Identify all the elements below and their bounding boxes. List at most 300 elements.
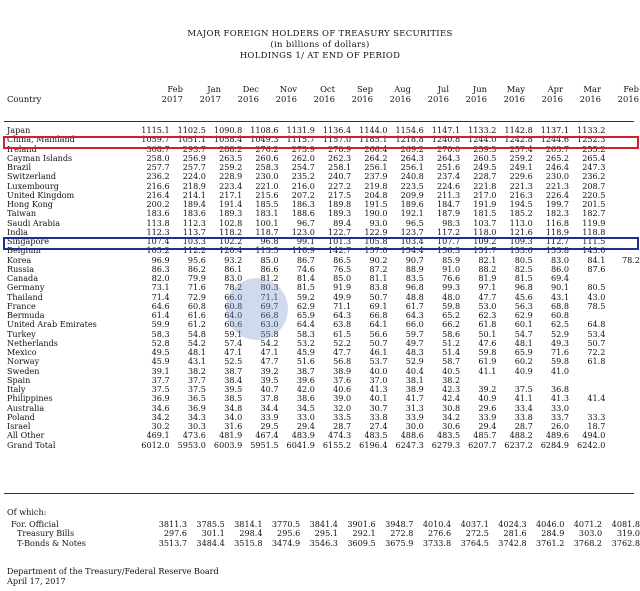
holding-value: 69.7 xyxy=(260,300,279,311)
column-header-year: 2016 xyxy=(389,94,411,104)
table-row xyxy=(5,228,640,237)
holding-value: 90.7 xyxy=(405,254,424,265)
holding-value: 86.5 xyxy=(333,254,352,265)
holding-value: 74.6 xyxy=(296,263,315,274)
holding-value: 45.9 xyxy=(151,356,170,367)
holding-value: 183.1 xyxy=(255,208,279,219)
holding-value: 1059.7 xyxy=(141,134,170,145)
table-row xyxy=(5,394,640,403)
holding-value: 254.7 xyxy=(291,162,315,172)
holding-value: 64.8 xyxy=(587,319,606,330)
holding-value: 54.2 xyxy=(260,337,279,348)
footer-date: April 17, 2017 xyxy=(7,576,66,586)
of-which-value: 298.4 xyxy=(239,528,263,539)
holding-value: 41.0 xyxy=(551,365,570,376)
country-name: France xyxy=(7,300,36,311)
country-name: Hong Kong xyxy=(7,199,53,209)
holding-value: 6242.0 xyxy=(577,439,606,450)
table-row xyxy=(5,246,640,255)
holding-value: 1154.6 xyxy=(395,125,424,135)
holding-value: 256.1 xyxy=(364,162,388,172)
column-header-month: Jan xyxy=(207,84,221,94)
table-row xyxy=(5,265,640,274)
holding-value: 34.6 xyxy=(151,402,170,413)
holding-value: 117.2 xyxy=(436,226,461,237)
holding-value: 84.1 xyxy=(587,254,606,265)
holding-value: 118.0 xyxy=(473,226,497,237)
table-row xyxy=(5,385,640,394)
of-which-value: 272.5 xyxy=(465,528,489,539)
holding-value: 237.4 xyxy=(436,171,461,182)
holding-value: 86.7 xyxy=(296,254,315,265)
column-header xyxy=(267,84,297,104)
table-row xyxy=(5,376,640,385)
holding-value: 61.8 xyxy=(587,356,606,367)
holding-value: 157.0 xyxy=(364,245,388,256)
holding-value: 199.7 xyxy=(545,199,570,209)
holding-value: 68.8 xyxy=(551,300,570,311)
holding-value: 214.1 xyxy=(182,189,206,200)
holding-value: 47.6 xyxy=(478,337,497,348)
holding-value: 192.1 xyxy=(400,208,424,219)
holding-value: 52.8 xyxy=(151,337,170,348)
country-name: Russia xyxy=(7,263,35,274)
holding-value: 78.2 xyxy=(224,282,243,293)
table-row xyxy=(5,274,640,283)
holding-value: 191.4 xyxy=(219,199,243,209)
holding-value: 216.3 xyxy=(509,189,533,200)
holding-value: 488.2 xyxy=(509,430,533,441)
column-header-year: 2017 xyxy=(199,94,221,104)
holding-value: 41.1 xyxy=(514,393,533,404)
holding-value: 40.5 xyxy=(442,365,461,376)
holding-value: 101.3 xyxy=(328,236,352,246)
holding-value: 308.7 xyxy=(146,143,170,154)
holding-value: 121.6 xyxy=(509,226,533,237)
holding-value: 1102.5 xyxy=(177,125,206,135)
holding-value: 38.4 xyxy=(224,374,243,385)
holding-value: 481.9 xyxy=(219,430,243,441)
holding-value: 61.5 xyxy=(333,328,352,339)
holding-value: 30.0 xyxy=(405,421,424,431)
of-which-value: 3785.5 xyxy=(196,519,225,529)
of-which-value: 4071.2 xyxy=(573,519,603,529)
holding-value: 249.1 xyxy=(509,162,533,172)
holding-value: 41.7 xyxy=(405,393,424,404)
holding-value: 258.0 xyxy=(146,152,170,163)
of-which-label: Treasury Bills xyxy=(17,528,75,539)
holding-value: 52.9 xyxy=(405,356,424,367)
of-which-value: 292.1 xyxy=(352,528,376,539)
holding-value: 34.2 xyxy=(151,411,170,422)
holding-value: 36.8 xyxy=(551,384,570,394)
country-name: Japan xyxy=(7,125,31,135)
holding-value: 223.5 xyxy=(400,180,424,191)
holding-value: 200.2 xyxy=(146,199,170,209)
country-name: Norway xyxy=(7,356,40,367)
holding-value: 69.1 xyxy=(369,300,388,311)
holding-value: 293.7 xyxy=(182,143,206,154)
holding-value: 34.2 xyxy=(442,411,461,422)
country-name: Grand Total xyxy=(7,439,56,450)
column-header-month: May xyxy=(506,84,525,94)
footer-source: Department of the Treasury/Federal Reserve Board xyxy=(7,566,219,576)
country-name: Canada xyxy=(7,273,39,283)
holding-value: 1137.1 xyxy=(540,125,570,135)
holding-value: 6003.9 xyxy=(213,439,243,450)
holding-value: 87.6 xyxy=(587,263,606,274)
holding-value: 47.1 xyxy=(224,347,243,357)
holding-value: 33.8 xyxy=(369,411,388,422)
table-row xyxy=(5,145,640,154)
of-which-value: 3811.3 xyxy=(158,519,188,529)
holding-value: 33.9 xyxy=(260,411,279,422)
holding-value: 72.9 xyxy=(187,291,206,302)
holding-value: 53.0 xyxy=(478,300,497,311)
holding-value: 61.9 xyxy=(478,356,497,367)
holding-value: 34.4 xyxy=(260,402,279,413)
holding-value: 262.3 xyxy=(328,152,352,163)
holding-value: 98.3 xyxy=(442,217,461,228)
country-name: Singapore xyxy=(7,236,50,246)
holding-value: 6155.2 xyxy=(322,439,352,450)
holding-value: 6012.0 xyxy=(141,439,170,450)
holding-value: 103.7 xyxy=(473,217,497,228)
holding-value: 50.7 xyxy=(369,337,388,348)
holding-value: 38.1 xyxy=(405,374,424,385)
holding-value: 28.7 xyxy=(333,421,352,431)
holding-value: 228.9 xyxy=(219,171,243,182)
holding-value: 99.3 xyxy=(442,282,461,293)
holding-value: 81.9 xyxy=(478,273,497,283)
holding-value: 1240.8 xyxy=(431,134,461,145)
table-row xyxy=(5,367,640,376)
column-header-month: Apr xyxy=(547,84,563,94)
holding-value: 118.2 xyxy=(219,226,243,237)
holding-value: 113.7 xyxy=(182,226,206,237)
header-divider xyxy=(4,121,634,122)
table-row xyxy=(5,256,640,265)
holding-value: 33.4 xyxy=(514,402,533,413)
holding-value: 120.4 xyxy=(219,245,243,256)
holding-value: 102.8 xyxy=(219,217,243,228)
holding-value: 209.9 xyxy=(400,189,424,200)
holding-value: 105.2 xyxy=(146,245,170,256)
holding-value: 83.0 xyxy=(224,273,243,283)
holding-value: 59.8 xyxy=(442,300,461,311)
holding-value: 221.8 xyxy=(473,180,497,191)
of-which-value: 3742.8 xyxy=(498,537,527,548)
holding-value: 189.3 xyxy=(328,208,352,219)
holding-value: 1242.8 xyxy=(504,134,533,145)
holding-value: 38.5 xyxy=(224,393,243,404)
holding-value: 221.3 xyxy=(545,180,570,191)
holding-value: 33.0 xyxy=(296,411,315,422)
holding-value: 28.7 xyxy=(514,421,533,431)
holding-value: 5953.0 xyxy=(177,439,206,450)
holding-value: 38.6 xyxy=(296,393,315,404)
of-which-value: 4010.4 xyxy=(422,519,452,529)
holding-value: 33.9 xyxy=(478,411,497,422)
holding-value: 219.8 xyxy=(364,180,388,191)
holding-value: 90.2 xyxy=(369,254,388,265)
holding-value: 37.7 xyxy=(151,374,170,385)
holding-value: 276.2 xyxy=(255,143,279,154)
holding-value: 34.0 xyxy=(224,411,243,422)
holding-value: 211.3 xyxy=(436,189,461,200)
holding-value: 1115.7 xyxy=(286,134,315,145)
holding-value: 60.1 xyxy=(514,319,533,330)
holding-value: 48.1 xyxy=(514,337,533,348)
holding-value: 123.7 xyxy=(400,226,424,237)
holding-value: 62.9 xyxy=(296,300,315,311)
holding-value: 186.3 xyxy=(291,199,315,209)
holding-value: 6279.3 xyxy=(431,439,461,450)
holding-value: 79.9 xyxy=(187,273,206,283)
holding-value: 52.9 xyxy=(551,328,570,339)
holding-value: 489.6 xyxy=(545,430,570,441)
country-name: Ireland xyxy=(7,143,37,154)
holding-value: 34.5 xyxy=(296,402,315,413)
of-which-row xyxy=(5,539,640,548)
holding-value: 494.0 xyxy=(582,430,606,441)
holding-value: 93.2 xyxy=(224,254,243,265)
holding-value: 151.7 xyxy=(473,245,497,256)
holding-value: 1144.0 xyxy=(359,125,388,135)
holding-value: 40.4 xyxy=(405,365,424,376)
holding-value: 226.4 xyxy=(545,189,570,200)
country-name: Taiwan xyxy=(7,208,37,219)
table-row xyxy=(5,154,640,163)
holding-value: 49.7 xyxy=(405,337,424,348)
holding-value: 40.1 xyxy=(369,393,388,404)
holding-value: 96.9 xyxy=(151,254,170,265)
column-header xyxy=(305,84,335,104)
holding-value: 259.2 xyxy=(509,152,533,163)
holding-value: 43.1 xyxy=(187,356,206,367)
holding-value: 264.2 xyxy=(364,152,388,163)
of-which-value: 3761.2 xyxy=(536,537,565,548)
holding-value: 217.0 xyxy=(473,189,497,200)
holding-value: 76.5 xyxy=(333,263,352,274)
column-header-month: Feb xyxy=(167,84,183,94)
holding-value: 266.4 xyxy=(364,143,388,154)
holding-value: 256.9 xyxy=(182,152,206,163)
of-which-value: 4081.8 xyxy=(611,519,640,529)
of-which-value: 276.6 xyxy=(427,528,452,539)
of-which-label: T-Bonds & Notes xyxy=(17,537,86,548)
holding-value: 78.2 xyxy=(621,254,640,265)
column-header-year: 2016 xyxy=(275,94,297,104)
country-name: Israel xyxy=(7,421,31,431)
holding-value: 1157.0 xyxy=(322,134,352,145)
holding-value: 26.0 xyxy=(551,421,570,431)
holding-value: 61.6 xyxy=(187,310,206,320)
holding-value: 30.8 xyxy=(442,402,461,413)
holding-value: 59.8 xyxy=(551,356,570,367)
holding-value: 41.4 xyxy=(587,393,606,404)
holding-value: 64.4 xyxy=(296,319,315,330)
holding-value: 37.0 xyxy=(369,374,388,385)
column-header-month: Sep xyxy=(356,84,373,94)
holding-value: 1244.6 xyxy=(540,134,570,145)
holding-value: 154.4 xyxy=(400,245,424,256)
holding-value: 41.3 xyxy=(369,384,388,394)
document-subtitle-holdings: HOLDINGS 1/ AT END OF PERIOD xyxy=(239,51,401,61)
holding-value: 1147.1 xyxy=(431,125,461,135)
holding-value: 51.6 xyxy=(296,356,315,367)
of-which-value: 3675.9 xyxy=(385,537,414,548)
holding-value: 64.3 xyxy=(333,310,352,320)
holding-value: 223.4 xyxy=(219,180,243,191)
of-which-value: 319.0 xyxy=(616,528,640,539)
holding-value: 61.7 xyxy=(405,300,424,311)
holding-value: 33.0 xyxy=(551,402,570,413)
holding-value: 38.2 xyxy=(187,365,206,376)
column-header-month: Jul xyxy=(437,84,449,94)
holding-value: 218.9 xyxy=(182,180,206,191)
country-name: Spain xyxy=(7,374,31,385)
holding-value: 113.5 xyxy=(255,245,279,256)
holding-value: 183.6 xyxy=(182,208,206,219)
holding-value: 53.7 xyxy=(369,356,388,367)
holding-value: 122.7 xyxy=(328,226,352,237)
holding-value: 42.4 xyxy=(442,393,461,404)
holding-value: 469.1 xyxy=(146,430,170,441)
column-header-year: 2016 xyxy=(541,94,563,104)
holding-value: 1051.1 xyxy=(177,134,206,145)
holding-value: 81.5 xyxy=(296,282,315,293)
country-name: India xyxy=(7,226,29,237)
holding-value: 103.3 xyxy=(182,236,206,246)
holding-value: 38.9 xyxy=(405,384,424,394)
column-header xyxy=(609,84,639,104)
holding-value: 31.6 xyxy=(224,421,243,431)
holding-value: 64.6 xyxy=(151,300,170,311)
holding-value: 54.8 xyxy=(187,328,206,339)
holding-value: 265.2 xyxy=(545,152,570,163)
holding-value: 86.0 xyxy=(551,263,570,274)
holding-value: 6041.9 xyxy=(286,439,315,450)
holding-value: 181.5 xyxy=(473,208,497,219)
holding-value: 258.3 xyxy=(255,162,279,172)
column-header-year: 2016 xyxy=(617,94,639,104)
holding-value: 474.3 xyxy=(328,430,352,441)
holding-value: 273.9 xyxy=(291,143,315,154)
holding-value: 247.3 xyxy=(582,162,606,172)
holding-value: 37.7 xyxy=(187,374,206,385)
holding-value: 62.3 xyxy=(478,310,497,320)
holding-value: 235.2 xyxy=(291,171,315,182)
holding-value: 112.2 xyxy=(182,245,206,256)
holding-value: 38.9 xyxy=(333,365,352,376)
holding-value: 71.6 xyxy=(187,282,206,293)
of-which-value: 281.6 xyxy=(503,528,527,539)
holding-value: 204.8 xyxy=(364,189,388,200)
holdings-table xyxy=(5,126,640,450)
column-header xyxy=(419,84,449,104)
holding-value: 228.7 xyxy=(473,171,497,182)
holding-value: 6284.9 xyxy=(540,439,570,450)
holding-value: 73.1 xyxy=(151,282,170,293)
holding-value: 29.4 xyxy=(296,421,315,431)
holding-value: 76.6 xyxy=(442,273,461,283)
holding-value: 51.4 xyxy=(442,347,461,357)
holding-value: 66.0 xyxy=(224,291,243,302)
holding-value: 63.0 xyxy=(260,319,279,330)
holding-value: 30.6 xyxy=(442,421,461,431)
of-which-value: 3515.8 xyxy=(234,537,263,548)
holding-value: 30.3 xyxy=(187,421,206,431)
holding-value: 485.7 xyxy=(473,430,497,441)
holding-value: 264.3 xyxy=(436,152,461,163)
table-row xyxy=(5,320,640,329)
holding-value: 96.8 xyxy=(260,236,279,246)
holding-value: 39.2 xyxy=(260,365,279,376)
column-header xyxy=(343,84,373,104)
holding-value: 263.5 xyxy=(219,152,243,163)
country-name: Mexico xyxy=(7,347,37,357)
holding-value: 85.0 xyxy=(260,254,279,265)
holding-value: 62.5 xyxy=(551,319,570,330)
holding-value: 38.7 xyxy=(224,365,243,376)
country-name: Germany xyxy=(7,282,45,293)
holding-value: 1218.8 xyxy=(395,134,424,145)
holding-value: 6247.3 xyxy=(395,439,424,450)
country-name: Brazil xyxy=(7,162,32,172)
holding-value: 107.7 xyxy=(436,236,461,246)
holding-value: 58.6 xyxy=(442,328,461,339)
table-row xyxy=(5,219,640,228)
holding-value: 47.1 xyxy=(260,347,279,357)
holding-value: 96.8 xyxy=(514,282,533,293)
holding-value: 39.2 xyxy=(478,384,497,394)
of-which-value: 3841.4 xyxy=(309,519,338,529)
holding-value: 42.0 xyxy=(296,384,315,394)
country-name: Poland xyxy=(7,411,35,422)
holding-value: 1090.8 xyxy=(213,125,243,135)
holding-value: 60.8 xyxy=(551,310,570,320)
of-which-label: Of which: xyxy=(7,507,47,517)
table-row xyxy=(5,283,640,292)
holding-value: 185.5 xyxy=(255,199,279,209)
column-header-month: Mar xyxy=(583,84,601,94)
country-name: Switzerland xyxy=(7,171,57,182)
holding-value: 58.7 xyxy=(442,356,461,367)
column-header xyxy=(495,84,525,104)
holding-value: 49.3 xyxy=(551,337,570,348)
holding-value: 240.7 xyxy=(328,171,352,182)
table-row xyxy=(5,311,640,320)
of-which-value: 303.0 xyxy=(578,528,603,539)
holding-value: 48.3 xyxy=(405,347,424,357)
holding-value: 1115.1 xyxy=(141,125,170,135)
holding-value: 81.2 xyxy=(260,273,279,283)
holding-value: 30.7 xyxy=(369,402,388,413)
country-name: All Other xyxy=(7,430,45,441)
holding-value: 182.3 xyxy=(545,208,570,219)
of-which-value: 284.9 xyxy=(541,528,565,539)
holding-value: 1244.0 xyxy=(468,134,497,145)
holding-value: 59.1 xyxy=(224,328,243,339)
holding-value: 71.4 xyxy=(151,291,170,302)
holding-value: 1131.9 xyxy=(286,125,315,135)
holding-value: 1252.3 xyxy=(577,134,606,145)
holding-value: 37.6 xyxy=(333,374,352,385)
holding-value: 118.9 xyxy=(545,226,570,237)
holding-value: 33.5 xyxy=(333,411,352,422)
holding-value: 6196.4 xyxy=(359,439,388,450)
